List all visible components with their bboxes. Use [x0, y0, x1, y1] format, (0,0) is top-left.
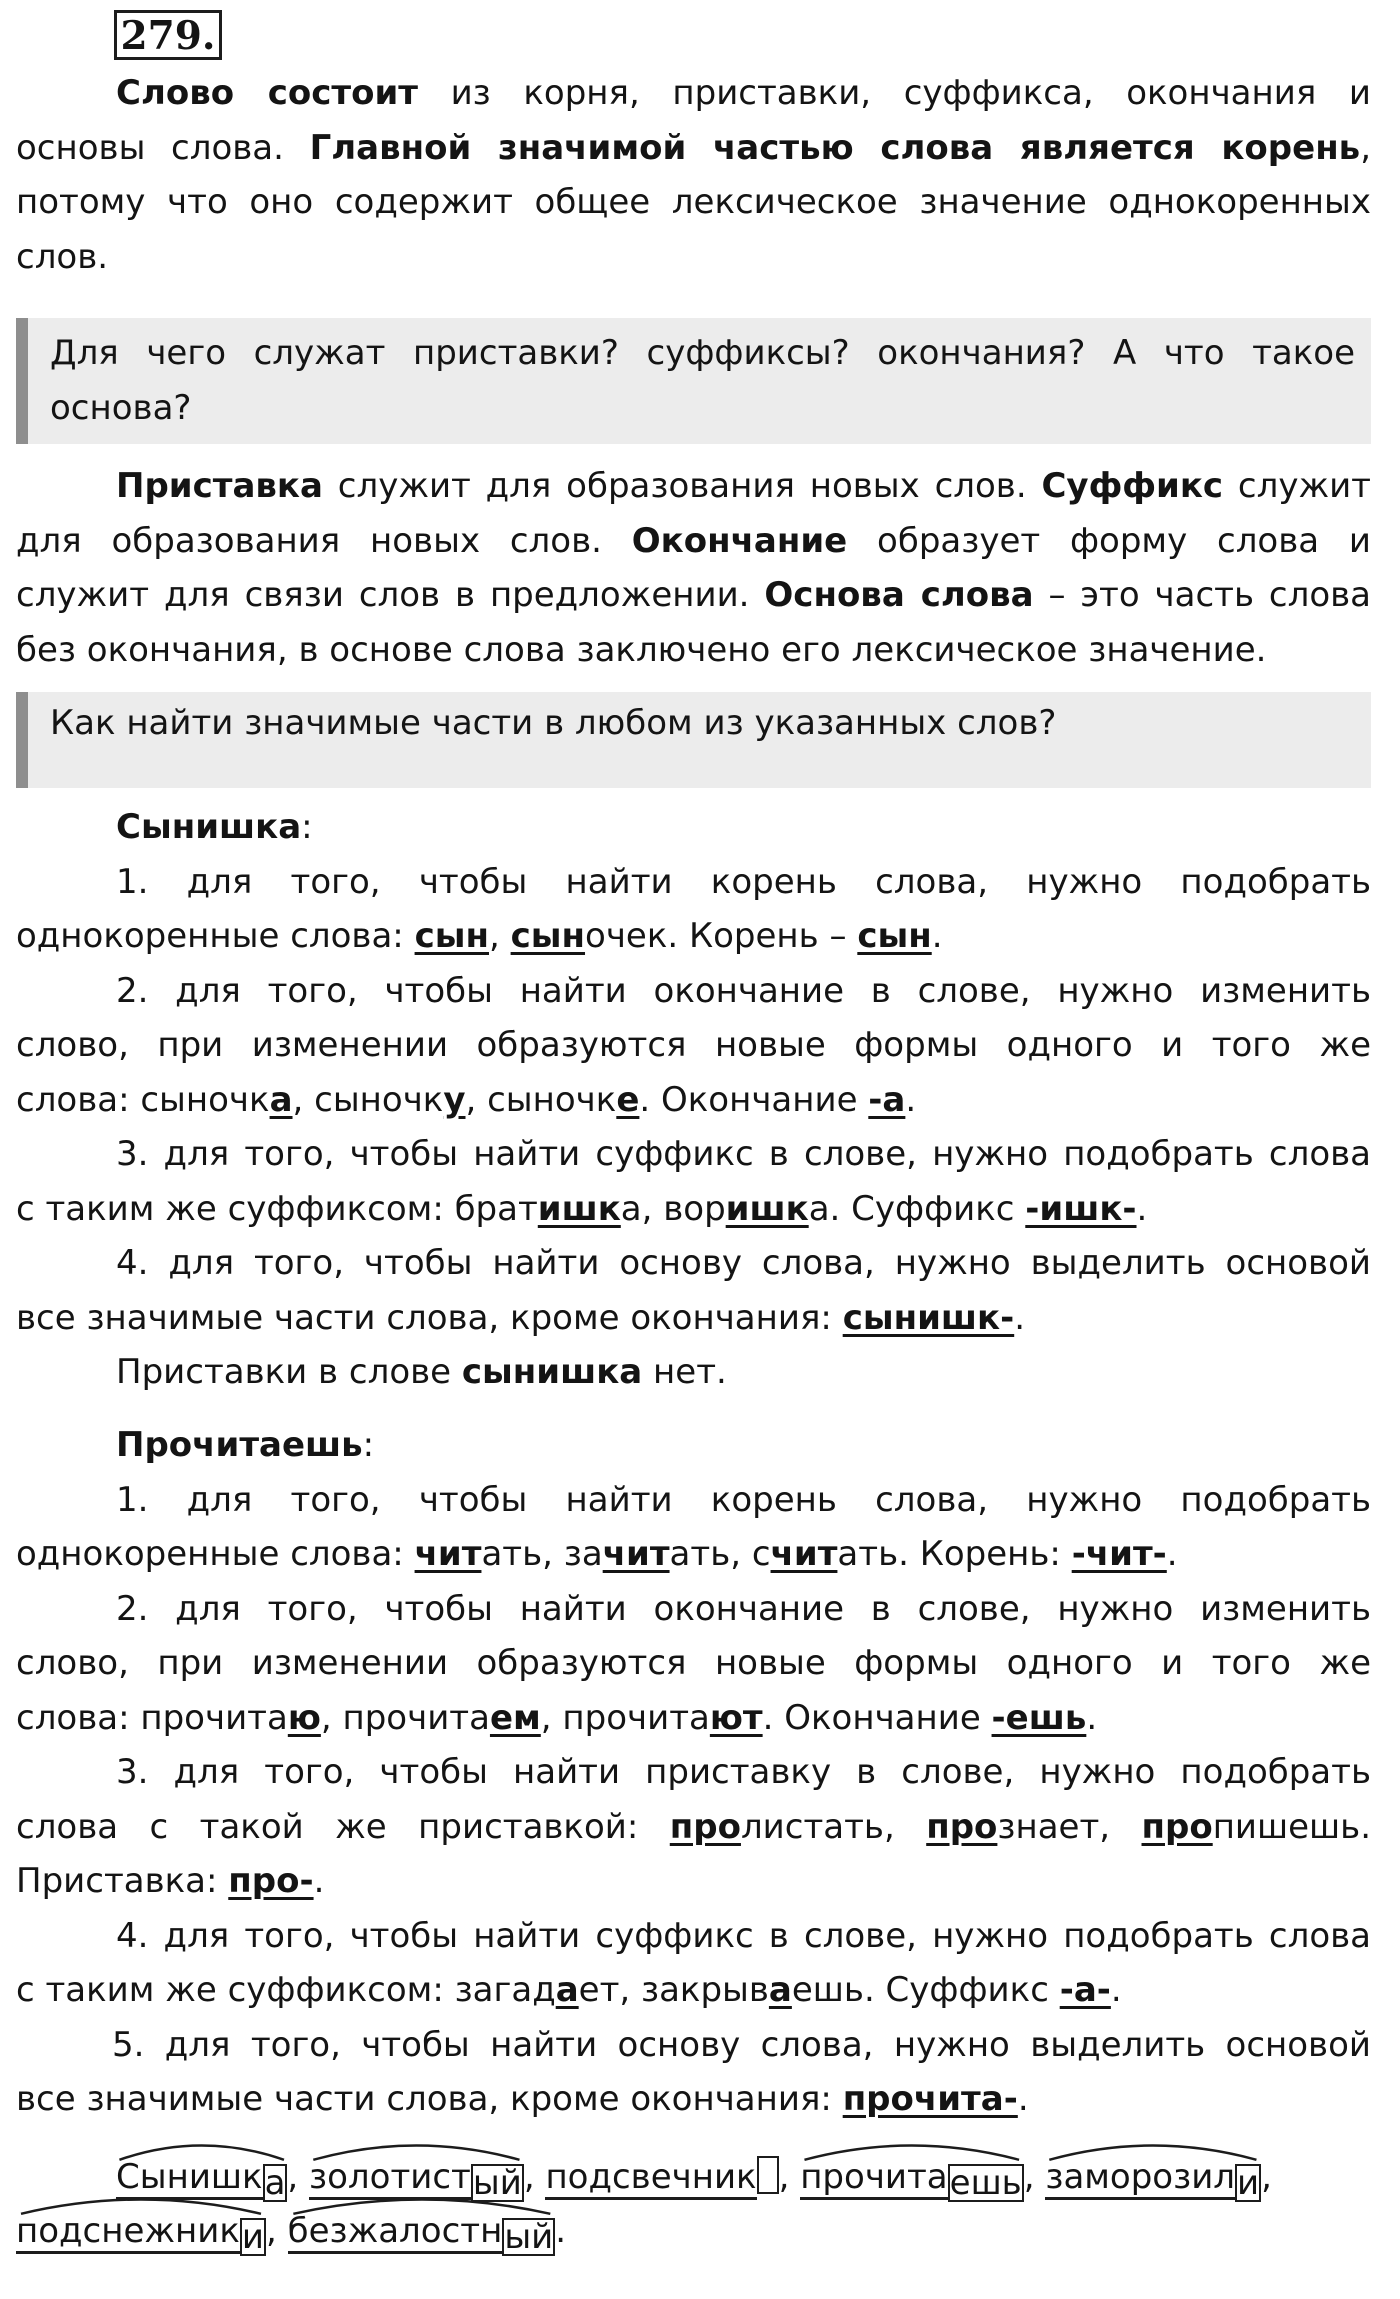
ending-box	[757, 2156, 779, 2194]
parsed-word: подснежники	[16, 2204, 266, 2258]
root-arc-mark	[309, 2140, 524, 2162]
section-prochitaesh: Прочитаешь: 1. для того, чтобы найти корень слова, нужно подобрать однокоренные слова: читать, зачитать, считать. Корень: -чит-. 2. для того, чтобы найти окончание в слове, нужно изменить слово, при изменении образуются новые формы одного и того же слова: прочитаю, прочитаем, прочитают. Окончание -ешь. 3. для того, чтобы найти приставку в слове, нужно подобрать слова с такой же приставкой: пролистать, прознает, пропишешь. Приставка: про-. 4. для того, чтобы найти суффикс в слове, нужно подобрать слова с таким же суффиксом: загадает, закрываешь. Суффикс -а-. 5. для того, чтобы найти основу слова, нужно выделить основой все значимые части слова, кроме окончания: прочита-.	[16, 1418, 1371, 2127]
ending-box: а	[264, 2163, 286, 2203]
ending-box: и	[1237, 2163, 1260, 2203]
parsed-word: прочитаешь	[800, 2150, 1024, 2204]
question-box: Для чего служат приставки? суффиксы? окончания? А что такое основа?	[16, 318, 1371, 444]
parsed-word: заморозили	[1045, 2150, 1261, 2204]
section-synishka: Сынишка: 1. для того, чтобы найти корень слова, нужно подобрать однокоренные слова: сын, сыночек. Корень – сын. 2. для того, чтобы найти окончание в слове, нужно изменить слово, при изменении образуются новые формы одного и того же слова: сыночка, сыночку, сыночке. Окончание -а. 3. для того, чтобы найти суффикс в слове, нужно подобрать слова с таким же суффиксом: братишка, воришка. Суффикс -ишк-. 4. для того, чтобы найти основу слова, нужно выделить основой все значимые части слова, кроме окончания: сынишк-. Приставки в слове сынишка нет.	[16, 800, 1371, 1400]
root-arc-mark	[800, 2140, 1024, 2162]
parts-paragraph: Приставка служит для образования новых слов. Суффикс служит для образования новых слов. Окончание образует форму слова и служит для связи слов в предложении. Основа слова – это часть слова без окончания, в основе слова заключено его лексическое значение.	[16, 466, 1372, 670]
parsed-word: безжалостный	[288, 2204, 556, 2258]
parsed-word: Сынишка	[116, 2150, 287, 2204]
section-heading: Прочитаешь:	[116, 1425, 375, 1465]
parsed-word: подсвечник	[545, 2150, 778, 2204]
root-arc-mark	[116, 2140, 287, 2162]
exercise-number: 279.	[114, 10, 222, 60]
ending-box: и	[241, 2217, 264, 2257]
ending-box: ый	[504, 2217, 554, 2257]
root-arc-mark	[1045, 2140, 1261, 2162]
intro-paragraph: Слово состоит из корня, приставки, суффикса, окончания и основы слова. Главной значимой частью слова является корень, потому что оно содержит общее лексическое значение однокоренных слов.	[16, 73, 1371, 277]
section-heading: Сынишка:	[116, 807, 313, 847]
root-arc-mark	[288, 2194, 556, 2216]
parsed-word: золотистый	[309, 2150, 524, 2204]
question-box: Как найти значимые части в любом из указанных слов?	[16, 692, 1371, 788]
word-parsing: Сынишка, золотистый, подсвечник , прочитаешь, заморозили, подснежники, безжалостный.	[16, 2150, 1371, 2258]
ending-box: ый	[472, 2163, 522, 2203]
ending-box: ешь	[949, 2163, 1022, 2203]
root-arc-mark	[16, 2194, 266, 2216]
